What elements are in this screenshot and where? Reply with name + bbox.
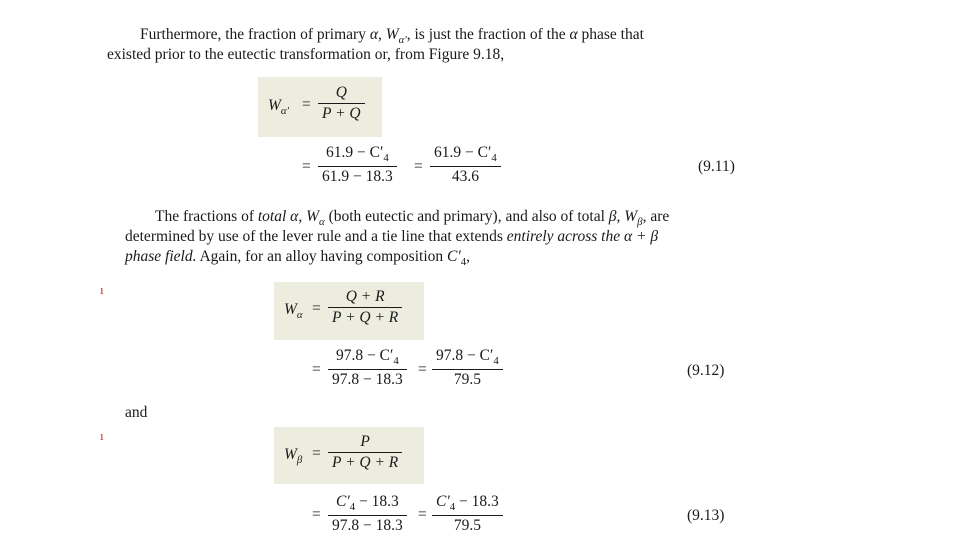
- eq-9-13-equals-1: =: [312, 445, 321, 462]
- eq-9-13-lhs: $W_\beta$: [284, 446, 303, 467]
- equation-number-9-11: (9.11): [698, 158, 735, 175]
- eq-9-13-equals-3: =: [418, 506, 427, 523]
- equation-number-9-12: (9.12): [687, 362, 725, 379]
- fraction-bar: [318, 103, 365, 104]
- para2-line-3: phase field. Again, for an alloy having composition $C'_4$,: [125, 248, 471, 269]
- and-text: and: [125, 404, 148, 421]
- eq-9-11-equals-3: =: [414, 158, 423, 175]
- eq-9-12-lhs: $W_\alpha$: [284, 301, 303, 322]
- intro-line-2: existed prior to the eutectic transformation or, from Figure 9.18,: [107, 46, 505, 63]
- eq-9-11-fraction-3: $61.9 - C'_4$ 43.6: [430, 145, 501, 186]
- fraction-bar: [328, 452, 402, 453]
- eq-9-11-fraction-2: $61.9 - C'_4$ 61.9 − 18.3: [318, 145, 397, 186]
- fraction-bar: [430, 166, 501, 167]
- eq-9-13-fraction-1: P P + Q + R: [328, 434, 402, 472]
- para2-line-1: The fractions of total α, $W_\alpha$ (both eutectic and primary), and also of total β, $W_\beta$, are: [155, 208, 670, 229]
- eq-9-11-fraction-1: Q P + Q: [318, 85, 365, 123]
- para2-line-2: determined by use of the lever rule and a tie line that extends entirely across the α + β: [125, 228, 659, 245]
- equation-number-9-13: (9.13): [687, 507, 725, 524]
- intro-line-1: Furthermore, the fraction of primary α, $W_{\alpha'}$, is just the fraction of the α phase that: [140, 26, 644, 47]
- fraction-bar: [432, 369, 503, 370]
- fraction-bar: [328, 515, 407, 516]
- eq-9-12-fraction-3: $97.8 - C'_4$ 79.5: [432, 348, 503, 389]
- eq-9-11-lhs: $W_{\alpha'}$: [268, 97, 289, 118]
- fraction-bar: [432, 515, 503, 516]
- fraction-bar: [328, 369, 407, 370]
- fraction-bar: [318, 166, 397, 167]
- eq-9-13-fraction-2: $C'_4 - 18.3$ 97.8 − 18.3: [328, 494, 407, 535]
- eq-9-12-equals-2: =: [312, 361, 321, 378]
- margin-mark: ı: [100, 282, 104, 297]
- eq-9-12-fraction-2: $97.8 - C'_4$ 97.8 − 18.3: [328, 348, 407, 389]
- fraction-bar: [328, 307, 402, 308]
- eq-9-11-equals-1: =: [302, 96, 311, 113]
- eq-9-12-equals-3: =: [418, 361, 427, 378]
- eq-9-12-equals-1: =: [312, 300, 321, 317]
- eq-9-11-equals-2: =: [302, 158, 311, 175]
- eq-9-12-fraction-1: Q + R P + Q + R: [328, 289, 402, 327]
- margin-mark: ı: [100, 428, 104, 443]
- eq-9-13-fraction-3: $C'_4 - 18.3$ 79.5: [432, 494, 503, 535]
- eq-9-13-equals-2: =: [312, 506, 321, 523]
